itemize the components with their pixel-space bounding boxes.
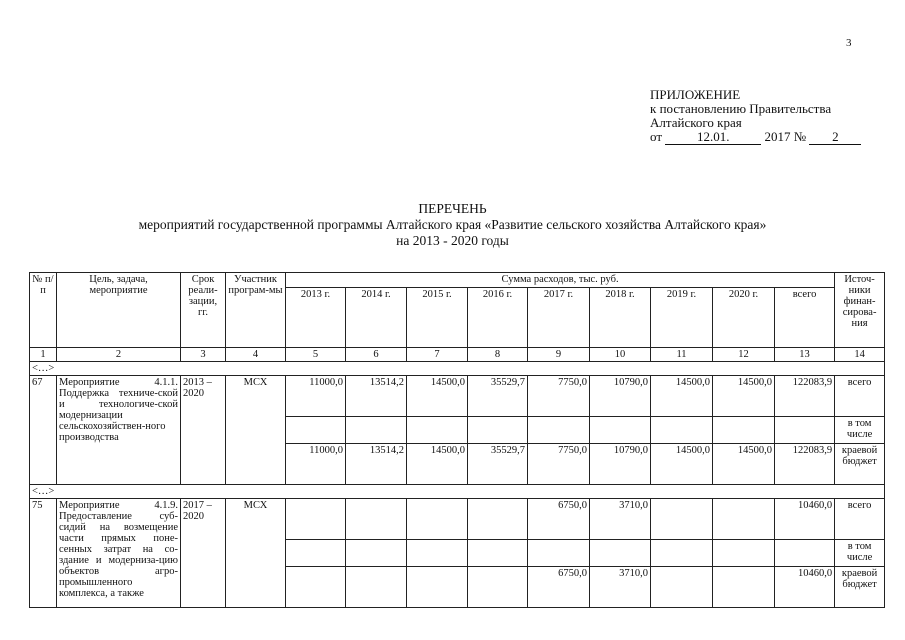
program-participant: МСХ [226,376,286,485]
column-number: 1 [30,348,57,362]
header-source: Источ-ники финан-сирова-ния [835,273,885,348]
year-value: 11000,0 [286,376,346,417]
year-value [346,540,407,567]
implementation-term: 2013 – 2020 [181,376,226,485]
column-number: 3 [181,348,226,362]
row-number: 75 [30,499,57,608]
year-value [651,540,713,567]
year-value: 10790,0 [590,444,651,485]
year-value: 14500,0 [713,444,775,485]
year-value [468,567,528,608]
column-numbers-row [30,348,885,362]
total-value: 10460,0 [775,567,835,608]
separator-mark: <…> [30,485,885,499]
header-year: 2020 г. [713,288,775,348]
year-value [590,417,651,444]
total-value: 122083,9 [775,376,835,417]
funding-source: всего [835,499,885,540]
header-term: Срок реали-зации, гг. [181,273,226,348]
appendix-title: ПРИЛОЖЕНИЕ [650,87,741,102]
year-value [528,417,590,444]
header-year: 2014 г. [346,288,407,348]
column-number: 14 [835,348,885,362]
heading-title: ПЕРЕЧЕНЬ [418,201,487,216]
year-value: 7750,0 [528,444,590,485]
document-heading [0,201,905,249]
implementation-term: 2017 – 2020 [181,499,226,608]
header-num: № п/п [30,273,57,348]
date-prefix: от [650,129,663,144]
header-year: 2019 г. [651,288,713,348]
year-value [407,417,468,444]
row-number: 67 [30,376,57,485]
year-value [713,499,775,540]
separator-row [30,485,885,499]
appendix-line-2: Алтайского края [650,115,742,130]
table-subrow [30,376,885,417]
date-value: 12.01. [665,130,761,145]
page-number: 3 [846,37,852,49]
year-value: 11000,0 [286,444,346,485]
column-number: 5 [286,348,346,362]
measure-name: Мероприятие 4.1.1. Поддержка техниче-ской и технологиче-ской модернизации сельскохозяйствен-ного производства [57,376,181,485]
year-value [346,567,407,608]
funding-source: всего [835,376,885,417]
header-participant: Участник програм-мы [226,273,286,348]
header-year: 2015 г. [407,288,468,348]
year-value [346,417,407,444]
total-value: 10460,0 [775,499,835,540]
column-number: 8 [468,348,528,362]
year-value [286,567,346,608]
column-number: 6 [346,348,407,362]
year-value: 6750,0 [528,567,590,608]
heading-line-2: на 2013 - 2020 годы [396,233,509,248]
year-value: 7750,0 [528,376,590,417]
year-value [407,540,468,567]
table-subrow [30,499,885,540]
year-value [346,499,407,540]
year-value [407,567,468,608]
year-value: 14500,0 [651,444,713,485]
separator-mark: <…> [30,362,885,376]
header-year: 2017 г. [528,288,590,348]
number-prefix: № [793,129,807,144]
column-number: 10 [590,348,651,362]
appendix-block [650,88,861,145]
year-value [713,540,775,567]
year-value [590,540,651,567]
year-value [713,567,775,608]
measures-table [29,272,885,608]
year-value [651,567,713,608]
total-value [775,540,835,567]
year-value: 14500,0 [651,376,713,417]
year-value: 13514,2 [346,376,407,417]
funding-source: краевой бюджет [835,444,885,485]
year-value: 14500,0 [713,376,775,417]
column-number: 11 [651,348,713,362]
year-value [407,499,468,540]
year-value [286,499,346,540]
funding-source: в том числе [835,417,885,444]
year-value: 10790,0 [590,376,651,417]
column-number: 13 [775,348,835,362]
year-value: 14500,0 [407,444,468,485]
year-value [286,540,346,567]
program-participant: МСХ [226,499,286,608]
year-value [468,499,528,540]
document-number: 2 [809,130,861,145]
year-value: 35529,7 [468,444,528,485]
year-value [468,540,528,567]
year-value: 14500,0 [407,376,468,417]
year-value [528,540,590,567]
appendix-line-1: к постановлению Правительства [650,101,832,116]
year-value [651,499,713,540]
year-value: 3710,0 [590,567,651,608]
table-row [30,376,885,485]
appendix-date-line [650,130,861,145]
header-total: всего [775,288,835,348]
header-sum: Сумма расходов, тыс. руб. [286,273,835,288]
date-year: 2017 [764,129,791,144]
total-value: 122083,9 [775,444,835,485]
total-value [775,417,835,444]
funding-source: в том числе [835,540,885,567]
table-row [30,499,885,608]
funding-source: краевой бюджет [835,567,885,608]
year-value: 35529,7 [468,376,528,417]
year-value [651,417,713,444]
year-value: 3710,0 [590,499,651,540]
column-number: 2 [57,348,181,362]
year-value: 6750,0 [528,499,590,540]
header-year: 2013 г. [286,288,346,348]
year-value [286,417,346,444]
header-goal: Цель, задача, мероприятие [57,273,181,348]
header-year: 2016 г. [468,288,528,348]
measure-name: Мероприятие 4.1.9. Предоставление суб-сидий на возмещение части прямых поне-сенных затрат на со-здание и модерниза-цию объектов агро-промышленного комплекса, а также [57,499,181,608]
year-value [468,417,528,444]
year-value: 13514,2 [346,444,407,485]
heading-line-1: мероприятий государственной программы Алтайского края «Развитие сельского хозяйства Алтайского края» [138,217,767,232]
column-number: 4 [226,348,286,362]
column-number: 7 [407,348,468,362]
column-number: 12 [713,348,775,362]
column-number: 9 [528,348,590,362]
header-year: 2018 г. [590,288,651,348]
year-value [713,417,775,444]
separator-row [30,362,885,376]
